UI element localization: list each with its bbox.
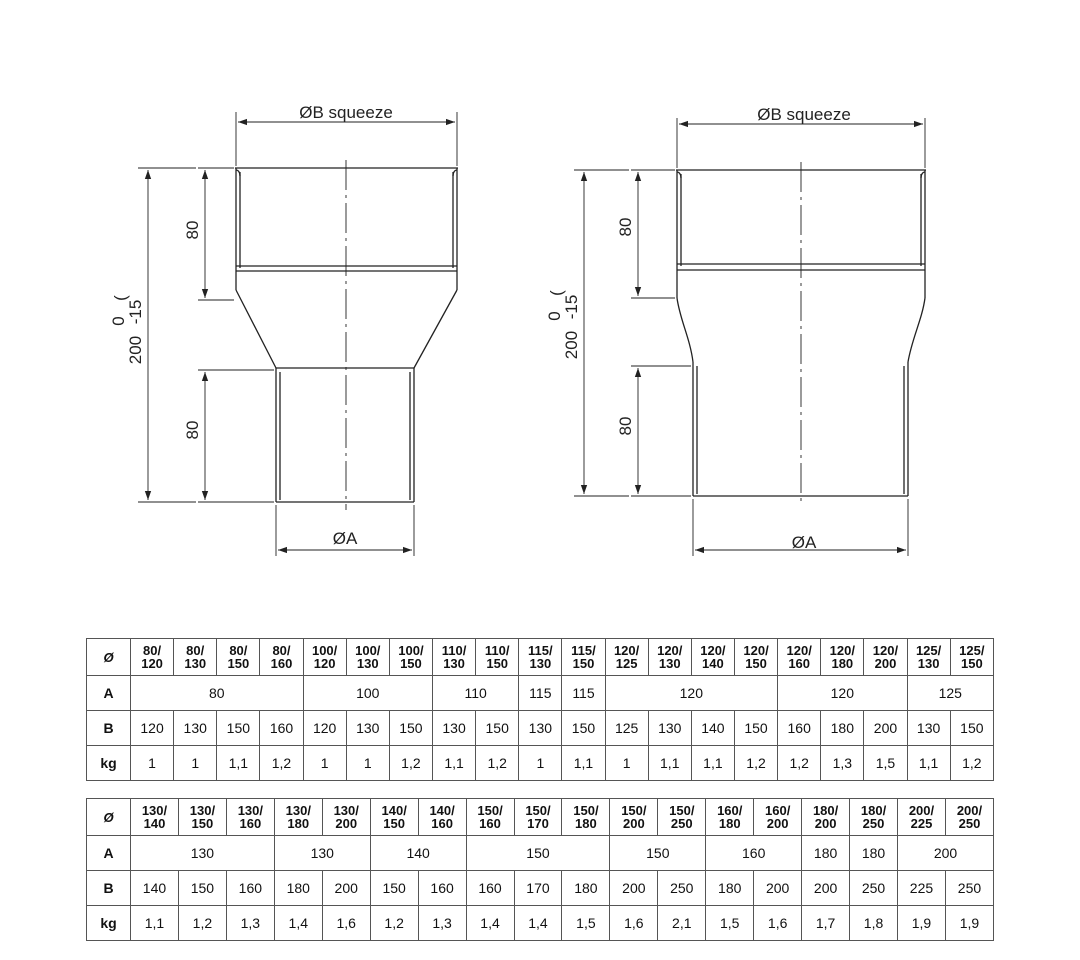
b-value-cell: 120 bbox=[131, 711, 174, 746]
a-value-cell: 115 bbox=[562, 676, 605, 711]
a-value-cell: 150 bbox=[466, 836, 610, 871]
b-value-cell: 140 bbox=[131, 871, 179, 906]
a-value-cell: 180 bbox=[850, 836, 898, 871]
weight-value-cell: 2,1 bbox=[658, 906, 706, 941]
b-value-cell: 150 bbox=[476, 711, 519, 746]
size-header-b: 130 bbox=[356, 656, 379, 671]
b-value-cell: 130 bbox=[907, 711, 950, 746]
size-header-b: 160 bbox=[479, 816, 501, 831]
weight-value-cell: 1,4 bbox=[466, 906, 514, 941]
weight-value-cell: 1,9 bbox=[945, 906, 993, 941]
right-dim-b-label: ØB squeeze bbox=[757, 105, 851, 124]
right-dim-lower bbox=[631, 366, 691, 496]
b-value-cell: 170 bbox=[514, 871, 562, 906]
b-value-cell: 130 bbox=[174, 711, 217, 746]
weight-value-cell: 1,5 bbox=[562, 906, 610, 941]
a-value-cell: 130 bbox=[131, 836, 275, 871]
size-header-a: 130/ bbox=[285, 803, 311, 818]
size-header-cell bbox=[734, 639, 777, 676]
a-value-cell: 100 bbox=[303, 676, 432, 711]
weight-value-cell: 1 bbox=[174, 746, 217, 781]
left-dim-lower bbox=[198, 370, 274, 502]
right-paren-open: ( bbox=[547, 290, 566, 296]
weight-value-cell: 1,3 bbox=[418, 906, 466, 941]
size-header-a: 80/ bbox=[272, 643, 291, 658]
left-tol-lower: -15 bbox=[126, 299, 145, 325]
dimension-table-1 bbox=[86, 638, 994, 781]
size-header-b: 140 bbox=[702, 656, 724, 671]
size-header-cell bbox=[476, 639, 519, 676]
b-value-cell: 130 bbox=[519, 711, 562, 746]
size-header-cell bbox=[519, 639, 562, 676]
size-header-cell bbox=[432, 639, 475, 676]
weight-value-cell: 1,2 bbox=[370, 906, 418, 941]
b-value-cell: 160 bbox=[260, 711, 303, 746]
b-value-cell: 130 bbox=[648, 711, 691, 746]
right-dim-total-label: 200 bbox=[562, 330, 581, 360]
weight-value-cell: 1,5 bbox=[706, 906, 754, 941]
b-value-cell: 200 bbox=[864, 711, 907, 746]
row-label-a: A bbox=[87, 676, 131, 711]
size-header-b: 150 bbox=[227, 656, 250, 671]
right-dim-b bbox=[677, 118, 925, 168]
size-header-b: 200 bbox=[335, 816, 358, 831]
row-label-kg: kg bbox=[87, 746, 131, 781]
size-header-a: 110/ bbox=[484, 643, 510, 658]
size-header-b: 160 bbox=[788, 656, 811, 671]
b-value-cell: 250 bbox=[850, 871, 898, 906]
size-header-a: 100/ bbox=[311, 643, 338, 658]
left-dim-upper bbox=[198, 168, 234, 300]
weight-value-cell: 1,2 bbox=[260, 746, 303, 781]
size-header-a: 120/ bbox=[613, 643, 640, 658]
b-value-cell: 200 bbox=[802, 871, 850, 906]
weight-value-cell: 1,3 bbox=[226, 906, 274, 941]
weight-value-cell: 1,1 bbox=[648, 746, 691, 781]
a-value-cell: 140 bbox=[370, 836, 466, 871]
a-value-cell: 110 bbox=[432, 676, 518, 711]
a-value-cell: 115 bbox=[519, 676, 562, 711]
size-header-cell bbox=[260, 639, 303, 676]
right-tol-upper: 0 bbox=[545, 311, 564, 321]
weight-value-cell: 1,2 bbox=[178, 906, 226, 941]
size-header-b: 160 bbox=[239, 816, 262, 831]
size-header-a: 160/ bbox=[765, 803, 791, 818]
left-tol-upper: 0 bbox=[109, 316, 128, 326]
size-header-b: 160 bbox=[431, 816, 453, 831]
b-value-cell: 140 bbox=[691, 711, 734, 746]
row-label-b: B bbox=[87, 711, 131, 746]
weight-value-cell: 1,3 bbox=[821, 746, 864, 781]
weight-value-cell: 1,2 bbox=[389, 746, 432, 781]
size-header-a: 100/ bbox=[398, 643, 424, 658]
size-header-a: 120/ bbox=[700, 643, 726, 658]
size-header-cell bbox=[346, 639, 389, 676]
a-value-cell: 160 bbox=[706, 836, 802, 871]
size-header-a: 180/ bbox=[860, 803, 887, 818]
size-header-a: 130/ bbox=[189, 803, 216, 818]
left-dim-labels bbox=[109, 103, 393, 548]
a-value-cell: 120 bbox=[778, 676, 907, 711]
right-tol-lower: -15 bbox=[562, 294, 581, 320]
size-header-cell bbox=[864, 639, 907, 676]
weight-value-cell: 1,1 bbox=[131, 906, 179, 941]
weight-value-cell: 1,2 bbox=[476, 746, 519, 781]
size-header-b: 150 bbox=[960, 656, 983, 671]
size-header-a: 115/ bbox=[571, 643, 596, 658]
b-value-cell: 225 bbox=[898, 871, 946, 906]
row-label-kg: kg bbox=[87, 906, 131, 941]
left-dim-total-label: 200 bbox=[126, 335, 145, 365]
size-header-b: 130 bbox=[184, 656, 207, 671]
size-header-cell bbox=[907, 639, 950, 676]
size-header-cell bbox=[418, 799, 466, 836]
right-dim-a-label: ØA bbox=[791, 533, 817, 552]
b-value-cell: 150 bbox=[389, 711, 432, 746]
b-value-cell: 150 bbox=[562, 711, 605, 746]
weight-value-cell: 1,1 bbox=[217, 746, 260, 781]
size-header-cell bbox=[322, 799, 370, 836]
size-header-cell bbox=[303, 639, 346, 676]
size-header-a: 110/ bbox=[441, 643, 467, 658]
size-header-a: 80/ bbox=[186, 643, 205, 658]
left-dim-a-label: ØA bbox=[332, 529, 358, 548]
b-value-cell: 200 bbox=[754, 871, 802, 906]
size-header-cell bbox=[178, 799, 226, 836]
right-dim-lower-label: 80 bbox=[616, 416, 635, 436]
size-header-a: 80/ bbox=[229, 643, 248, 658]
row-a bbox=[87, 676, 994, 711]
weight-value-cell: 1,7 bbox=[802, 906, 850, 941]
size-header-b: 130 bbox=[529, 656, 552, 671]
size-header-cell bbox=[821, 639, 864, 676]
size-header-a: 150/ bbox=[621, 803, 647, 818]
right-dim-upper bbox=[631, 170, 675, 298]
size-header-a: 100/ bbox=[355, 643, 381, 658]
size-header-b: 225 bbox=[910, 816, 933, 831]
header-row bbox=[87, 639, 994, 676]
weight-value-cell: 1,6 bbox=[754, 906, 802, 941]
b-value-cell: 150 bbox=[178, 871, 226, 906]
size-header-cell bbox=[706, 799, 754, 836]
size-header-b: 180 bbox=[831, 656, 854, 671]
b-value-cell: 150 bbox=[217, 711, 260, 746]
weight-value-cell: 1,1 bbox=[432, 746, 475, 781]
row-b bbox=[87, 711, 994, 746]
row-a bbox=[87, 836, 994, 871]
size-header-b: 130 bbox=[443, 656, 465, 671]
size-header-b: 200 bbox=[814, 816, 837, 831]
diameter-symbol: Ø bbox=[87, 639, 131, 676]
size-header-a: 80/ bbox=[143, 643, 162, 658]
size-header-a: 160/ bbox=[717, 803, 743, 818]
size-header-b: 250 bbox=[958, 816, 981, 831]
size-header-a: 125/ bbox=[959, 643, 985, 658]
left-dim-lower-label: 80 bbox=[183, 420, 202, 440]
size-header-a: 180/ bbox=[812, 803, 839, 818]
left-dim-total bbox=[138, 168, 196, 502]
size-header-a: 125/ bbox=[915, 643, 942, 658]
b-value-cell: 160 bbox=[466, 871, 514, 906]
size-header-cell bbox=[131, 799, 179, 836]
size-header-a: 140/ bbox=[381, 803, 407, 818]
size-header-cell bbox=[370, 799, 418, 836]
size-header-a: 120/ bbox=[786, 643, 812, 658]
a-value-cell: 125 bbox=[907, 676, 993, 711]
size-header-a: 140/ bbox=[429, 803, 455, 818]
header-row bbox=[87, 799, 994, 836]
size-header-a: 120/ bbox=[743, 643, 769, 658]
size-header-b: 250 bbox=[670, 816, 693, 831]
size-header-b: 180 bbox=[575, 816, 597, 831]
size-header-cell bbox=[274, 799, 322, 836]
size-header-b: 180 bbox=[287, 816, 310, 831]
size-header-cell bbox=[466, 799, 514, 836]
size-header-b: 170 bbox=[527, 816, 549, 831]
b-value-cell: 160 bbox=[418, 871, 466, 906]
dimension-table-2 bbox=[86, 798, 994, 941]
b-value-cell: 130 bbox=[432, 711, 475, 746]
b-value-cell: 120 bbox=[303, 711, 346, 746]
size-header-cell bbox=[514, 799, 562, 836]
weight-value-cell: 1,2 bbox=[950, 746, 993, 781]
weight-value-cell: 1,4 bbox=[514, 906, 562, 941]
b-value-cell: 150 bbox=[370, 871, 418, 906]
size-header-a: 150/ bbox=[477, 803, 503, 818]
row-label-b: B bbox=[87, 871, 131, 906]
size-header-a: 150/ bbox=[525, 803, 551, 818]
b-value-cell: 180 bbox=[821, 711, 864, 746]
weight-value-cell: 1,5 bbox=[864, 746, 907, 781]
size-header-cell bbox=[754, 799, 802, 836]
b-value-cell: 150 bbox=[734, 711, 777, 746]
size-header-b: 150 bbox=[572, 656, 595, 671]
size-header-b: 180 bbox=[718, 816, 741, 831]
size-header-a: 120/ bbox=[829, 643, 855, 658]
size-header-b: 200 bbox=[766, 816, 789, 831]
weight-value-cell: 1,6 bbox=[610, 906, 658, 941]
b-value-cell: 250 bbox=[945, 871, 993, 906]
size-header-cell bbox=[610, 799, 658, 836]
a-value-cell: 150 bbox=[610, 836, 706, 871]
left-dim-upper-label: 80 bbox=[183, 220, 202, 240]
weight-value-cell: 1,2 bbox=[778, 746, 821, 781]
size-header-cell bbox=[648, 639, 691, 676]
size-header-cell bbox=[802, 799, 850, 836]
size-header-a: 150/ bbox=[573, 803, 599, 818]
b-value-cell: 180 bbox=[562, 871, 610, 906]
size-header-cell bbox=[131, 639, 174, 676]
size-header-b: 120 bbox=[313, 656, 336, 671]
size-header-b: 125 bbox=[615, 656, 638, 671]
size-header-b: 120 bbox=[141, 656, 163, 671]
size-header-cell bbox=[217, 639, 260, 676]
size-header-cell bbox=[691, 639, 734, 676]
b-value-cell: 200 bbox=[322, 871, 370, 906]
weight-value-cell: 1,2 bbox=[734, 746, 777, 781]
right-dim-upper-label: 80 bbox=[616, 217, 635, 237]
weight-value-cell: 1,9 bbox=[898, 906, 946, 941]
size-header-b: 130 bbox=[658, 656, 681, 671]
size-header-cell bbox=[605, 639, 648, 676]
size-header-a: 200/ bbox=[908, 803, 935, 818]
b-value-cell: 130 bbox=[346, 711, 389, 746]
weight-value-cell: 1 bbox=[605, 746, 648, 781]
weight-value-cell: 1,8 bbox=[850, 906, 898, 941]
size-header-b: 200 bbox=[622, 816, 645, 831]
b-value-cell: 160 bbox=[226, 871, 274, 906]
size-header-cell bbox=[562, 799, 610, 836]
a-value-cell: 120 bbox=[605, 676, 778, 711]
size-header-b: 150 bbox=[745, 656, 767, 671]
b-value-cell: 250 bbox=[658, 871, 706, 906]
a-value-cell: 180 bbox=[802, 836, 850, 871]
weight-value-cell: 1,1 bbox=[907, 746, 950, 781]
row-kg bbox=[87, 746, 994, 781]
weight-value-cell: 1,1 bbox=[691, 746, 734, 781]
size-header-a: 120/ bbox=[872, 643, 899, 658]
b-value-cell: 125 bbox=[605, 711, 648, 746]
weight-value-cell: 1,4 bbox=[274, 906, 322, 941]
diameter-symbol: Ø bbox=[87, 799, 131, 836]
left-dim-b-label: ØB squeeze bbox=[299, 103, 393, 122]
size-header-b: 130 bbox=[917, 656, 940, 671]
a-value-cell: 80 bbox=[131, 676, 304, 711]
row-b bbox=[87, 871, 994, 906]
left-paren-open: ( bbox=[111, 295, 130, 301]
size-header-cell bbox=[562, 639, 605, 676]
left-reducer-outline bbox=[235, 168, 458, 502]
size-header-b: 140 bbox=[143, 816, 166, 831]
size-header-b: 250 bbox=[862, 816, 885, 831]
row-label-a: A bbox=[87, 836, 131, 871]
size-header-cell bbox=[778, 639, 821, 676]
size-header-cell bbox=[945, 799, 993, 836]
size-header-cell bbox=[174, 639, 217, 676]
size-header-b: 160 bbox=[270, 656, 293, 671]
row-kg bbox=[87, 906, 994, 941]
size-header-cell bbox=[950, 639, 993, 676]
b-value-cell: 160 bbox=[778, 711, 821, 746]
size-header-b: 200 bbox=[874, 656, 897, 671]
b-value-cell: 180 bbox=[706, 871, 754, 906]
weight-value-cell: 1 bbox=[303, 746, 346, 781]
size-header-cell bbox=[226, 799, 274, 836]
weight-value-cell: 1,6 bbox=[322, 906, 370, 941]
size-header-a: 120/ bbox=[657, 643, 683, 658]
size-header-a: 200/ bbox=[956, 803, 983, 818]
size-header-cell bbox=[658, 799, 706, 836]
weight-value-cell: 1 bbox=[519, 746, 562, 781]
size-header-b: 150 bbox=[191, 816, 214, 831]
size-header-a: 130/ bbox=[333, 803, 359, 818]
weight-value-cell: 1,1 bbox=[562, 746, 605, 781]
a-value-cell: 130 bbox=[274, 836, 370, 871]
size-header-cell bbox=[389, 639, 432, 676]
size-header-b: 150 bbox=[400, 656, 422, 671]
weight-value-cell: 1 bbox=[346, 746, 389, 781]
size-header-a: 130/ bbox=[141, 803, 168, 818]
b-value-cell: 150 bbox=[950, 711, 993, 746]
a-value-cell: 200 bbox=[898, 836, 994, 871]
right-reducer-drawing bbox=[574, 118, 926, 556]
size-header-a: 115/ bbox=[528, 643, 553, 658]
size-header-b: 150 bbox=[383, 816, 405, 831]
size-header-cell bbox=[898, 799, 946, 836]
size-header-a: 150/ bbox=[669, 803, 695, 818]
right-dim-labels bbox=[545, 105, 851, 552]
b-value-cell: 180 bbox=[274, 871, 322, 906]
size-header-cell bbox=[850, 799, 898, 836]
left-reducer-drawing bbox=[138, 112, 458, 556]
size-header-b: 150 bbox=[486, 656, 509, 671]
b-value-cell: 200 bbox=[610, 871, 658, 906]
weight-value-cell: 1 bbox=[131, 746, 174, 781]
size-header-a: 130/ bbox=[237, 803, 263, 818]
